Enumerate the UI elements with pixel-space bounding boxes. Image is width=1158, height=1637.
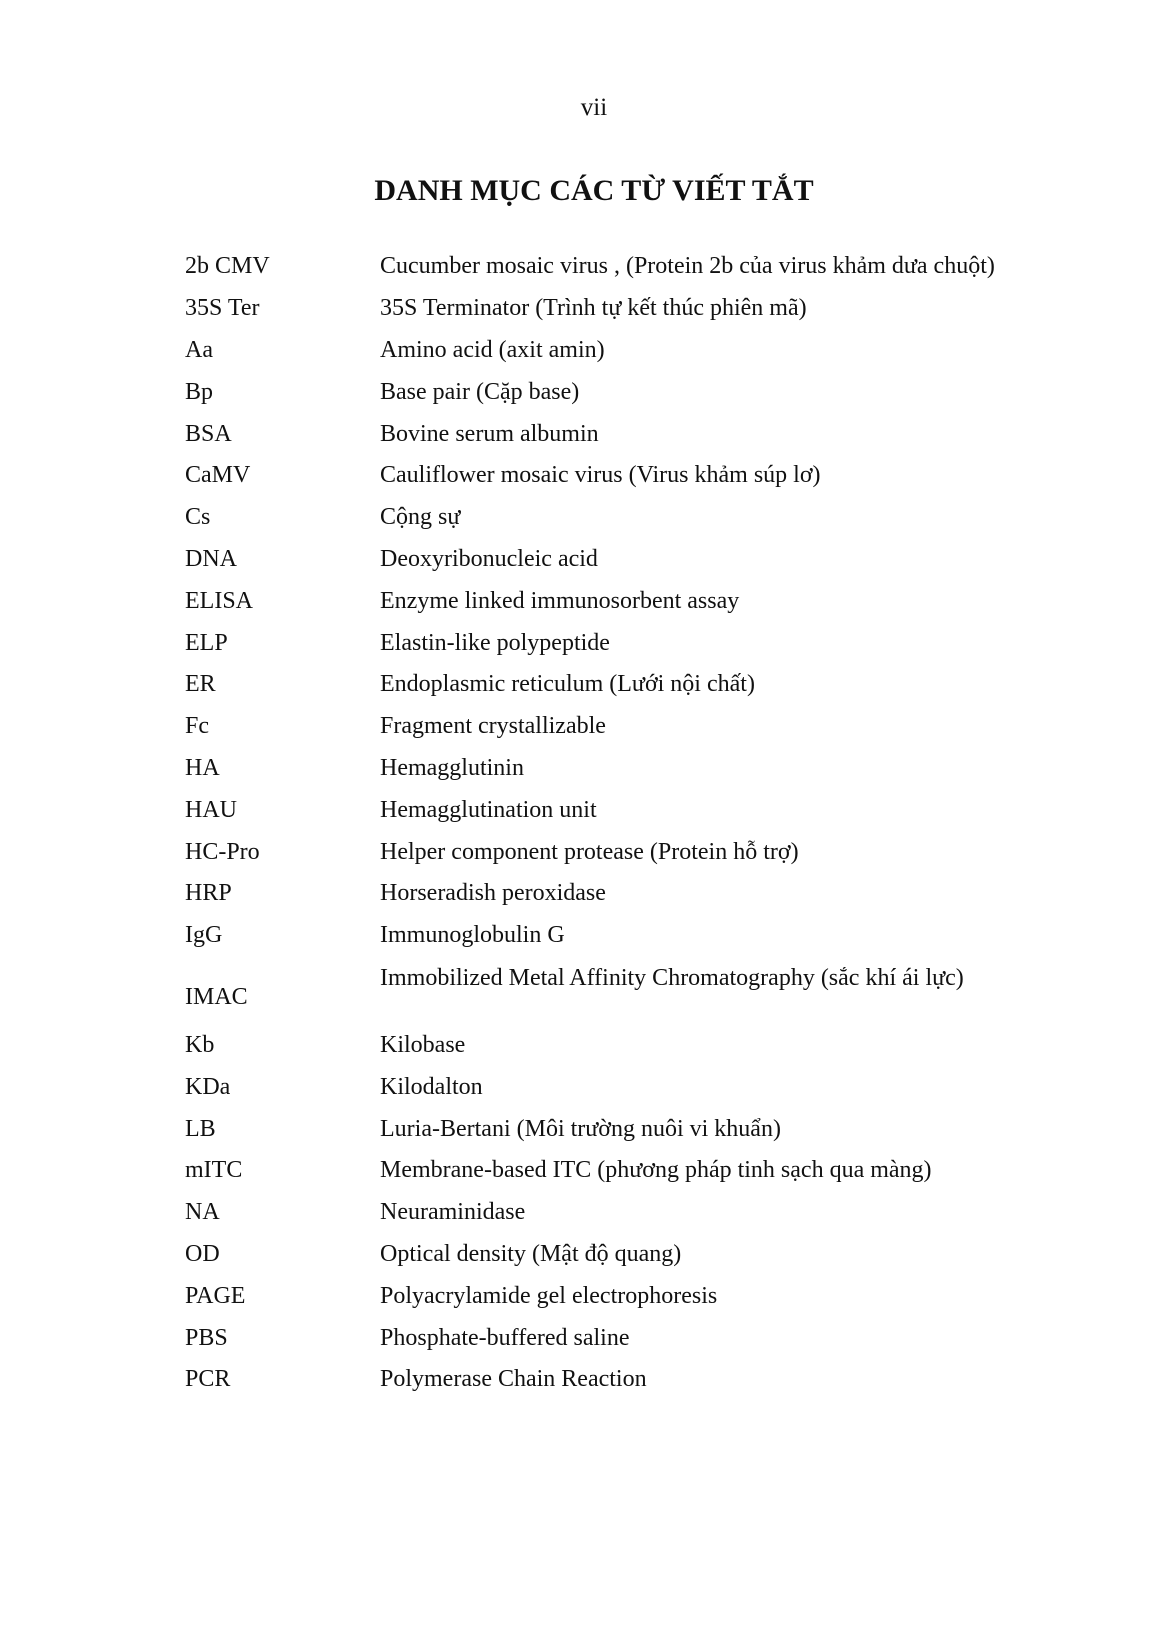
abbreviation-term: BSA — [185, 420, 232, 447]
abbreviation-row — [185, 288, 1085, 330]
abbreviation-term: HAU — [185, 796, 237, 823]
abbreviation-term: IMAC — [185, 983, 248, 1010]
abbreviation-definition: Kilodalton — [380, 1073, 483, 1100]
abbreviation-term: DNA — [185, 545, 237, 572]
abbreviation-row — [185, 1066, 1085, 1108]
abbreviation-term: ELP — [185, 629, 228, 656]
abbreviation-row — [185, 580, 1085, 622]
abbreviation-definition: Amino acid (axit amin) — [380, 336, 605, 363]
abbreviation-term: Fc — [185, 713, 209, 740]
abbreviation-row — [185, 957, 1085, 1025]
abbreviation-row — [185, 622, 1085, 664]
abbreviation-row — [185, 1150, 1085, 1192]
abbreviation-definition: Cucumber mosaic virus , (Protein 2b của virus khảm dưa chuột) — [380, 253, 995, 280]
abbreviation-row — [185, 1025, 1085, 1067]
abbreviation-term: HA — [185, 754, 220, 781]
abbreviation-term: OD — [185, 1240, 220, 1267]
abbreviation-definition: Optical density (Mật độ quang) — [380, 1240, 682, 1267]
abbreviation-term: HRP — [185, 880, 232, 907]
abbreviation-definition: Horseradish peroxidase — [380, 880, 606, 907]
abbreviation-row — [185, 330, 1085, 372]
abbreviation-definition: Polyacrylamide gel electrophoresis — [380, 1282, 718, 1309]
abbreviation-definition: Bovine serum albumin — [380, 420, 599, 447]
abbreviation-definition: Hemagglutinin — [380, 754, 524, 781]
abbreviation-definition: Elastin-like polypeptide — [380, 629, 610, 656]
abbreviation-row — [185, 706, 1085, 748]
abbreviation-definition: Base pair (Cặp base) — [380, 378, 580, 405]
page-title: DANH MỤC CÁC TỪ VIẾT TẮT — [374, 174, 814, 207]
abbreviation-term: PCR — [185, 1366, 231, 1393]
abbreviation-term: PBS — [185, 1324, 228, 1351]
abbreviation-row — [185, 371, 1085, 413]
abbreviation-term: HC-Pro — [185, 838, 260, 865]
abbreviation-row — [185, 789, 1085, 831]
abbreviation-term: PAGE — [185, 1282, 246, 1309]
abbreviation-term: NA — [185, 1199, 220, 1226]
abbreviation-definition: Enzyme linked immunosorbent assay — [380, 587, 740, 614]
abbreviation-term: Bp — [185, 378, 214, 405]
page-number: vii — [580, 94, 608, 121]
abbreviation-row — [185, 1234, 1085, 1276]
abbreviation-term: Aa — [185, 336, 213, 363]
abbreviation-row — [185, 1275, 1085, 1317]
abbreviation-definition: Immobilized Metal Affinity Chromatography (sắc khí ái lực) — [380, 964, 964, 991]
abbreviation-definition: Fragment crystallizable — [380, 713, 606, 740]
abbreviation-definition: Cộng sự — [380, 504, 461, 531]
abbreviation-term: ELISA — [185, 587, 253, 614]
abbreviation-definition: Luria-Bertani (Môi trường nuôi vi khuẩn) — [380, 1115, 781, 1142]
abbreviation-term: Kb — [185, 1031, 215, 1058]
abbreviation-row — [185, 915, 1085, 957]
abbreviation-definition: Polymerase Chain Reaction — [380, 1366, 647, 1393]
abbreviation-row — [185, 1192, 1085, 1234]
abbreviation-row — [185, 497, 1085, 539]
abbreviation-row — [185, 539, 1085, 581]
abbreviation-row — [185, 455, 1085, 497]
abbreviation-definition: Immunoglobulin G — [380, 922, 565, 949]
abbreviation-term: Cs — [185, 504, 211, 531]
abbreviation-definition: Hemagglutination unit — [380, 796, 597, 823]
abbreviation-row — [185, 748, 1085, 790]
abbreviation-term: 2b CMV — [185, 253, 270, 280]
abbreviation-row — [185, 1359, 1085, 1401]
abbreviation-term: IgG — [185, 922, 223, 949]
abbreviation-definition: Phosphate-buffered saline — [380, 1324, 630, 1351]
abbreviation-list — [185, 246, 1085, 1401]
abbreviation-row — [185, 1108, 1085, 1150]
abbreviation-term: CaMV — [185, 462, 251, 489]
abbreviation-term: LB — [185, 1115, 216, 1142]
abbreviation-definition: Deoxyribonucleic acid — [380, 545, 598, 572]
abbreviation-definition: Neuraminidase — [380, 1199, 526, 1226]
abbreviation-row — [185, 413, 1085, 455]
abbreviation-definition: Membrane-based ITC (phương pháp tinh sạch qua màng) — [380, 1157, 932, 1184]
abbreviation-term: KDa — [185, 1073, 231, 1100]
abbreviation-definition: Cauliflower mosaic virus (Virus khảm súp lơ) — [380, 462, 821, 489]
abbreviation-term: mITC — [185, 1157, 243, 1184]
abbreviation-term: 35S Ter — [185, 295, 260, 322]
abbreviation-row — [185, 246, 1085, 288]
abbreviation-term: ER — [185, 671, 216, 698]
abbreviation-row — [185, 873, 1085, 915]
abbreviation-definition: Endoplasmic reticulum (Lưới nội chất) — [380, 671, 755, 698]
abbreviation-definition: 35S Terminator (Trình tự kết thúc phiên mã) — [380, 295, 807, 322]
abbreviation-definition: Kilobase — [380, 1031, 466, 1058]
abbreviation-row — [185, 1317, 1085, 1359]
abbreviation-row — [185, 831, 1085, 873]
abbreviation-row — [185, 664, 1085, 706]
abbreviation-definition: Helper component protease (Protein hỗ trợ) — [380, 838, 799, 865]
